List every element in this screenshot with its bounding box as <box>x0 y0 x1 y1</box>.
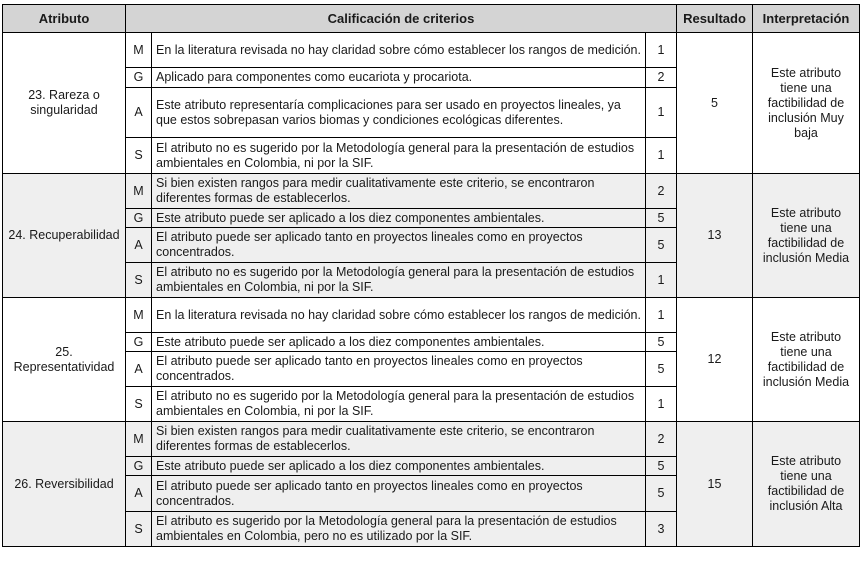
criterion-letter: A <box>126 88 152 138</box>
criterion-letter: G <box>126 457 152 476</box>
result-cell: 13 <box>677 174 753 298</box>
criterion-text: El atributo es sugerido por la Metodología general para la presentación de estudios ambientales en Colombia, pero no es utilizado por la SIF. <box>152 512 646 547</box>
criterion-letter: A <box>126 476 152 512</box>
criterion-score: 5 <box>646 228 677 263</box>
criterion-text: Si bien existen rangos para medir cualitativamente este criterio, se encontraron diferentes formas de establecerlos. <box>152 422 646 457</box>
interpretation-cell: Este atributo tiene una factibilidad de inclusión Media <box>753 298 860 422</box>
criterion-score: 5 <box>646 209 677 228</box>
criterion-letter: A <box>126 228 152 263</box>
criterion-letter: G <box>126 68 152 88</box>
table-row <box>3 422 860 457</box>
criteria-table <box>2 4 860 547</box>
attribute-cell: 26. Reversibilidad <box>3 422 126 547</box>
criterion-score: 5 <box>646 333 677 352</box>
criterion-score: 5 <box>646 476 677 512</box>
header-interpretacion: Interpretación <box>753 5 860 33</box>
criterion-letter: A <box>126 352 152 387</box>
criterion-text: El atributo no es sugerido por la Metodología general para la presentación de estudios ambientales en Colombia, ni por la SIF. <box>152 138 646 174</box>
criterion-letter: S <box>126 263 152 298</box>
criterion-score: 2 <box>646 68 677 88</box>
criterion-score: 5 <box>646 352 677 387</box>
criterion-letter: M <box>126 298 152 333</box>
criterion-score: 1 <box>646 263 677 298</box>
attribute-cell: 23. Rareza o singularidad <box>3 33 126 174</box>
criterion-score: 1 <box>646 88 677 138</box>
interpretation-cell: Este atributo tiene una factibilidad de inclusión Muy baja <box>753 33 860 174</box>
criterion-score: 5 <box>646 457 677 476</box>
criterion-text: El atributo no es sugerido por la Metodología general para la presentación de estudios ambientales en Colombia, ni por la SIF. <box>152 387 646 422</box>
criterion-score: 1 <box>646 387 677 422</box>
criterion-text: Aplicado para componentes como eucariota y procariota. <box>152 68 646 88</box>
criterion-text: Si bien existen rangos para medir cualitativamente este criterio, se encontraron diferentes formas de establecerlos. <box>152 174 646 209</box>
result-cell: 12 <box>677 298 753 422</box>
criterion-text: En la literatura revisada no hay claridad sobre cómo establecer los rangos de medición. <box>152 298 646 333</box>
criterion-letter: G <box>126 209 152 228</box>
criterion-text: El atributo no es sugerido por la Metodología general para la presentación de estudios ambientales en Colombia, ni por la SIF. <box>152 263 646 298</box>
result-cell: 15 <box>677 422 753 547</box>
table-body <box>3 33 860 547</box>
criterion-letter: M <box>126 33 152 68</box>
criterion-score: 1 <box>646 33 677 68</box>
criterion-score: 2 <box>646 174 677 209</box>
criterion-text: El atributo puede ser aplicado tanto en proyectos lineales como en proyectos concentrados. <box>152 476 646 512</box>
result-cell: 5 <box>677 33 753 174</box>
criterion-text: Este atributo representaría complicaciones para ser usado en proyectos lineales, ya que estos sobrepasan varios biomas y condiciones ecológicas diferentes. <box>152 88 646 138</box>
attribute-cell: 25. Representatividad <box>3 298 126 422</box>
criterion-letter: M <box>126 174 152 209</box>
criterion-letter: S <box>126 387 152 422</box>
criterion-letter: S <box>126 512 152 547</box>
criterion-score: 1 <box>646 298 677 333</box>
table-row <box>3 33 860 68</box>
criterion-score: 3 <box>646 512 677 547</box>
interpretation-cell: Este atributo tiene una factibilidad de inclusión Alta <box>753 422 860 547</box>
criterion-letter: G <box>126 333 152 352</box>
criterion-score: 1 <box>646 138 677 174</box>
criterion-text: Este atributo puede ser aplicado a los diez componentes ambientales. <box>152 457 646 476</box>
criterion-text: Este atributo puede ser aplicado a los diez componentes ambientales. <box>152 209 646 228</box>
table-row <box>3 298 860 333</box>
attribute-cell: 24. Recuperabilidad <box>3 174 126 298</box>
criterion-text: En la literatura revisada no hay claridad sobre cómo establecer los rangos de medición. <box>152 33 646 68</box>
header-resultado: Resultado <box>677 5 753 33</box>
criterion-text: El atributo puede ser aplicado tanto en proyectos lineales como en proyectos concentrados. <box>152 228 646 263</box>
header-row <box>3 5 860 33</box>
header-calificacion: Calificación de criterios <box>126 5 677 33</box>
table-row <box>3 174 860 209</box>
criterion-letter: S <box>126 138 152 174</box>
interpretation-cell: Este atributo tiene una factibilidad de inclusión Media <box>753 174 860 298</box>
header-atributo: Atributo <box>3 5 126 33</box>
criterion-text: Este atributo puede ser aplicado a los diez componentes ambientales. <box>152 333 646 352</box>
criterion-letter: M <box>126 422 152 457</box>
criterion-text: El atributo puede ser aplicado tanto en proyectos lineales como en proyectos concentrados. <box>152 352 646 387</box>
criterion-score: 2 <box>646 422 677 457</box>
